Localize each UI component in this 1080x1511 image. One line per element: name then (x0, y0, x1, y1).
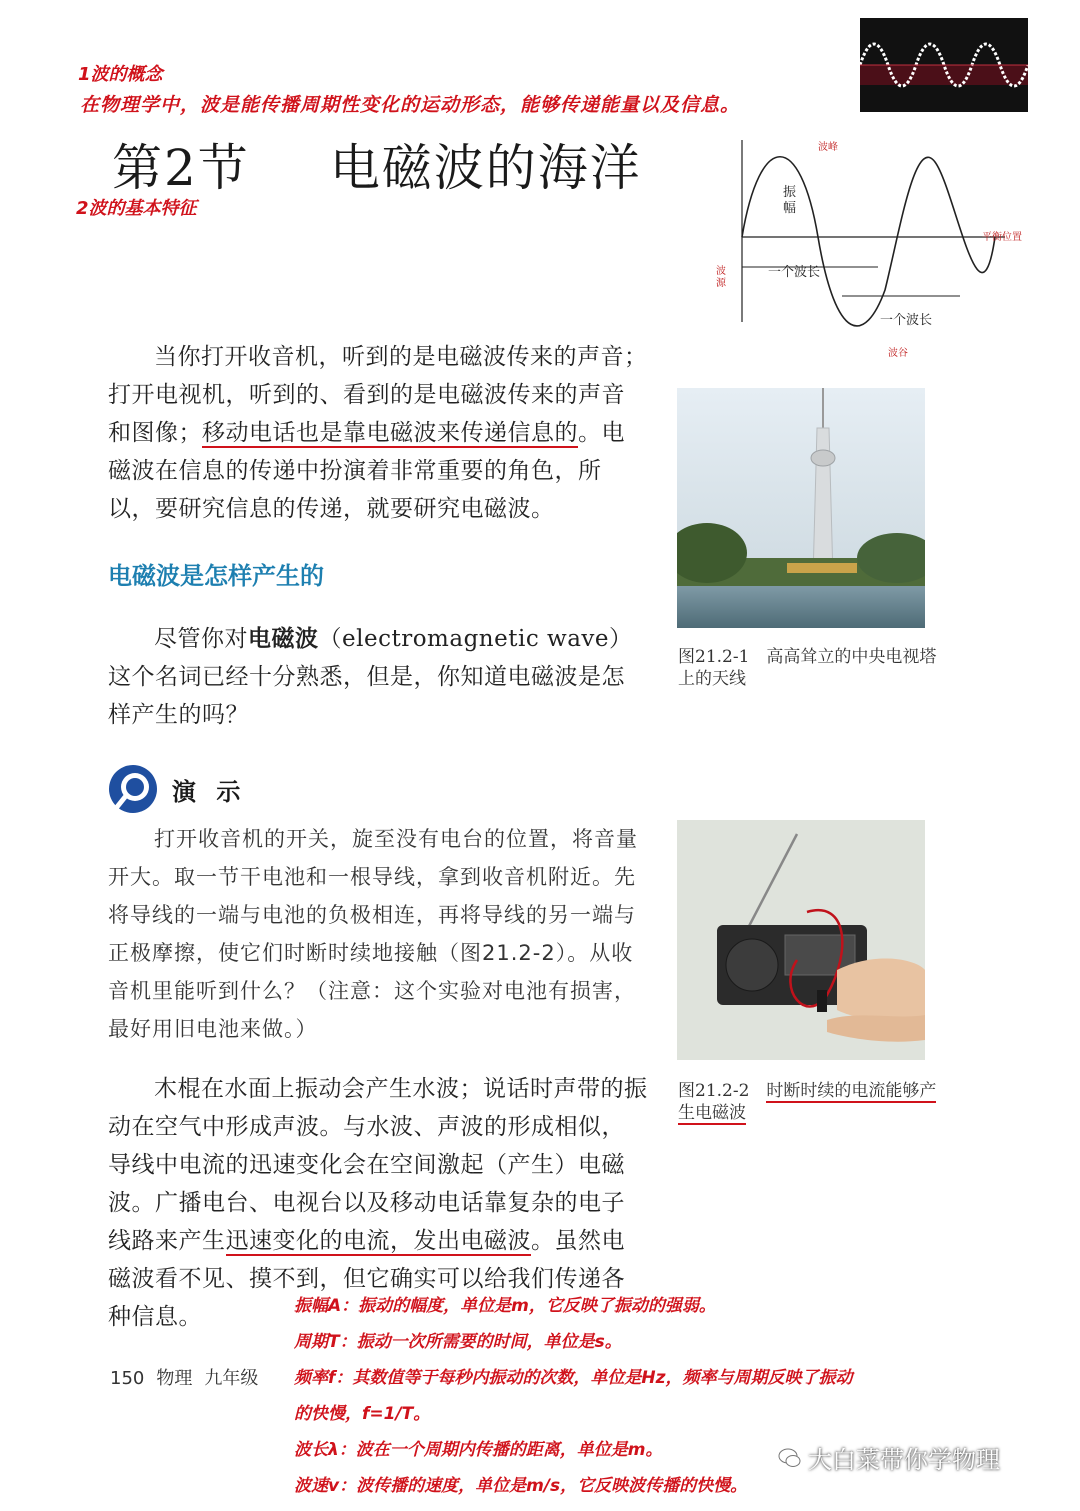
underlined-phrase-2: 迅速变化的电流，发出电磁波 (225, 1228, 531, 1254)
wave-diagram (690, 140, 1030, 362)
label-source-1: 波 (716, 266, 726, 277)
note-frequency: 频率f：其数值等于每秒内振动的次数，单位是Hz，频率与周期反映了振动 (294, 1368, 853, 1388)
note-wavelength: 波长λ：波在一个周期内传播的距离，单位是m。 (294, 1440, 663, 1460)
radio-experiment-photo (677, 820, 925, 1060)
section-name: 电磁波的海洋 (329, 139, 642, 197)
note-period: 周期T：振动一次所需要的时间，单位是s。 (294, 1332, 622, 1352)
grade: 九年级 (204, 1368, 259, 1389)
figure2-caption: 图21.2-2 时断时续的电流能够产生电磁波 (678, 1081, 937, 1123)
section-number: 第2节 (112, 139, 250, 197)
annotation-concept-text: 在物理学中，波是能传播周期性变化的运动形态，能够传递能量以及信息。 (80, 94, 741, 116)
label-amplitude-2: 幅 (783, 201, 797, 216)
page-footer (110, 1364, 270, 1390)
figure1-caption: 图21.2-1 高高耸立的中央电视塔上的天线 (678, 647, 937, 689)
watermark: 大白菜带你学物理 (808, 1446, 1000, 1474)
label-equilibrium: 平衡位置 (982, 232, 1022, 243)
note-frequency-cont: 的快慢，f=1/T。 (294, 1404, 431, 1424)
demo-label: 演 示 (172, 778, 247, 806)
page-number: 150 (110, 1368, 145, 1389)
wave-thumbnail (860, 18, 1028, 112)
magnifier-icon (108, 764, 158, 814)
label-source-2: 源 (716, 278, 726, 289)
note-amplitude: 振幅A：振动的幅度，单位是m，它反映了振动的强弱。 (294, 1296, 716, 1316)
page-title (112, 128, 642, 200)
annotation-feature-heading: 2波的基本特征 (76, 198, 197, 219)
note-wave-speed: 波速v：波传播的速度，单位是m/s，它反映波传播的快慢。 (294, 1476, 748, 1496)
tv-tower-photo (677, 388, 925, 628)
question-paragraph: 尽管你对电磁波（electromagnetic wave）这个名词已经十分熟悉，但是，你知道电磁波是怎样产生的吗？ (108, 625, 633, 728)
key-term: 电磁波 (248, 625, 319, 652)
annotation-concept-heading: 1波的概念 (78, 64, 163, 85)
wechat-icon (778, 1446, 802, 1470)
figure1-label: 图21.2-1 (678, 647, 750, 667)
label-wavelength-2: 一个波长 (880, 313, 933, 328)
label-crest: 波峰 (818, 142, 838, 153)
label-amplitude-1: 振 (783, 185, 797, 200)
subject: 物理 (156, 1368, 193, 1389)
underlined-phrase: 移动电话也是靠电磁波来传递信息的 (202, 420, 578, 446)
label-wavelength-1: 一个波长 (768, 265, 821, 280)
figure2-label: 图21.2-2 (678, 1081, 750, 1101)
demo-text: 打开收音机的开关，旋至没有电台的位置，将音量开大。取一节干电池和一根导线，拿到收音机附近。先将导线的一端与电池的负极相连，再将导线的另一端与正极摩擦，使它们时断时续地接触（图21.2-2）。从收音机里能听到什么？（注意：这个实验对电池有损害，最好用旧电池来做。） (108, 827, 638, 1041)
explanation-paragraph: 木棍在水面上振动会产生水波；说话时声带的振动在空气中形成声波。与水波、声波的形成相似，导线中电流的迅速变化会在空间激起（产生）电磁波。广播电台、电视台以及移动电话靠复杂的电子线路来产生迅速变化的电流，发出电磁波。虽然电磁波看不见、摸不到，但它确实可以给我们传递各种信息。 (108, 1076, 648, 1330)
section-heading: 电磁波是怎样产生的 (108, 562, 324, 590)
intro-paragraph: 当你打开收音机，听到的是电磁波传来的声音；打开电视机，听到的、看到的是电磁波传来的声音和图像；移动电话也是靠电磁波来传递信息的。电磁波在信息的传递中扮演着非常重要的角色，所以，要研究信息的传递，就要研究电磁波。 (108, 344, 648, 522)
label-trough: 波谷 (888, 348, 908, 359)
